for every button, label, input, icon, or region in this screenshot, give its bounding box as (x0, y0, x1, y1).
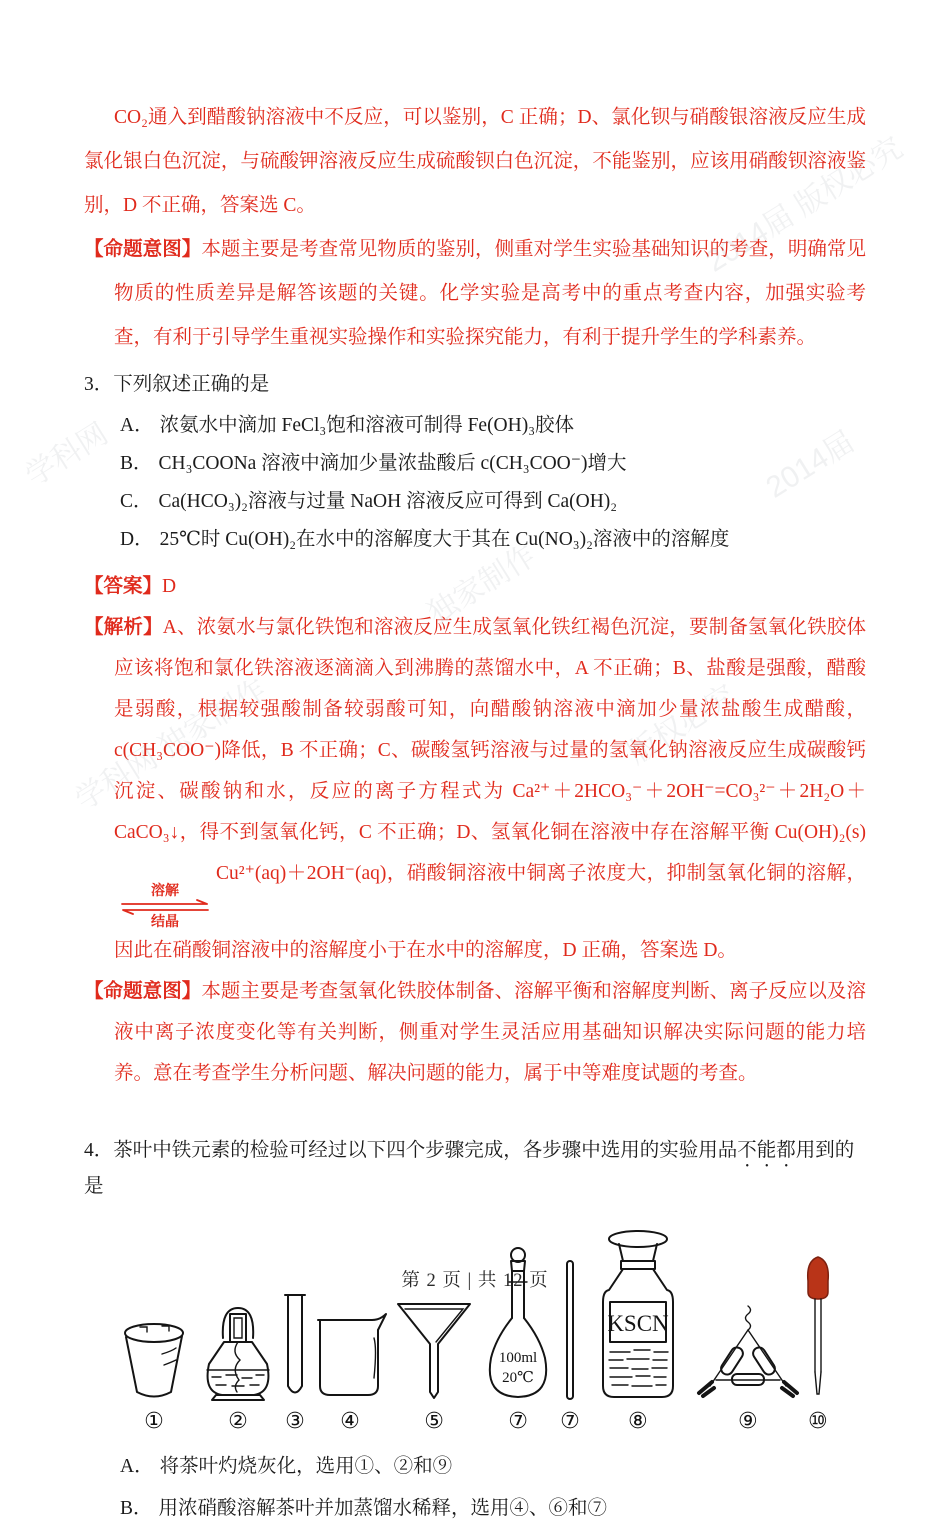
equip-number: ⑩ (808, 1409, 828, 1434)
equip-number: ⑦ (560, 1409, 580, 1434)
option-text: 将茶叶灼烧灰化，选用①、②和⑨ (159, 1456, 453, 1477)
equip-number: ⑤ (424, 1409, 444, 1434)
answer-value: D (162, 576, 177, 597)
funnel-icon (392, 1292, 476, 1404)
crucible-icon (114, 1308, 194, 1404)
question-4-stem (84, 1136, 866, 1202)
watermark: 学科网 (19, 417, 114, 493)
equip-number: ④ (340, 1409, 360, 1434)
stem-post: 用到的是 (84, 1140, 855, 1197)
option-text: CH₃COONa 溶液中滴加少量浓盐酸后 c(CH₃COO⁻)增大 (158, 453, 627, 474)
analysis-label: 【解析】 (84, 617, 163, 638)
watermark: 学科网 独家制作 (69, 673, 273, 817)
question-3 (84, 370, 866, 552)
option-text: 浓氨水中滴加 FeCl₃饱和溶液可制得 Fe(OH)₃胶体 (159, 415, 575, 436)
option-text: 25℃时 Cu(OH)₂在水中的溶解度大于其在 Cu(NO₃)₂溶液中的溶解度 (159, 529, 730, 550)
option-text: 用浓硝酸溶解茶叶并加蒸馏水稀释，选用④、⑥和⑦ (158, 1498, 608, 1519)
lab-equipment-figure (114, 1228, 834, 1434)
q4-option-b (84, 1496, 866, 1522)
question-text: 下列叙述正确的是 (113, 374, 270, 395)
flask-temp-label: 20℃ (502, 1370, 534, 1386)
equip-reagent-bottle (582, 1228, 694, 1434)
equip-number: ⑦ (508, 1409, 528, 1434)
clay-triangle-icon (696, 1304, 800, 1404)
watermark: 版权必究 (622, 679, 742, 771)
alcohol-lamp-icon (196, 1302, 280, 1404)
page-footer: 第 2 页 | 共 12 页 (401, 1271, 549, 1291)
q3-intent (84, 971, 866, 1094)
equilibrium-top-label: 溶解 (151, 884, 179, 899)
stem-pre: 茶叶中铁元素的检验可经过以下四个步骤完成，各步骤中选用的实验用品 (113, 1140, 738, 1161)
prev-intent-paragraph (84, 228, 866, 360)
q3-answer (84, 566, 866, 607)
intent-label: 【命题意图】 (84, 239, 202, 260)
flask-volume-label: 100ml (498, 1350, 538, 1366)
beaker-icon (310, 1308, 390, 1404)
analysis-text-1: A、浓氨水与氯化铁饱和溶液反应生成氢氧化铁红褐色沉淀，要制备氢氧化铁胶体应该将饱和氯化铁溶液逐滴滴入到沸腾的蒸馏水中，A 不正确；B、盐酸是强酸，醋酸是弱酸，根据较强酸制备较弱酸可知，向醋酸钠溶液中滴加少量浓盐酸生成醋酸，c(CH₃COO⁻)降低，B 不正确；C、碳酸氢钙溶液与过量的氢氧化钠溶液反应生成碳酸钙沉淀、碳酸钠和水，反应的离子方程式为 Ca²⁺＋2HCO₃⁻＋2OH⁻=CO₃²⁻＋2H₂O＋CaCO₃↓，得不到氢氧化钙，C 不正确；D、氢氧化铜在溶液中存在溶解平衡 Cu(OH)₂(s) (114, 617, 866, 843)
equip-number: ⑧ (627, 1409, 648, 1434)
reagent-bottle-icon (582, 1228, 694, 1404)
q4-option-a (84, 1454, 866, 1480)
bottle-label-kscn: KSCN (607, 1311, 669, 1336)
watermark: 独家制作 (422, 539, 542, 631)
answer-label: 【答案】 (84, 576, 163, 597)
q4-options (84, 1454, 866, 1522)
option-key: A． (120, 1456, 154, 1477)
stem-emphasized: 不能都 (737, 1140, 796, 1161)
q3-option-d (84, 527, 866, 552)
watermark: 2014届 版权必究 (700, 131, 909, 279)
equip-number: ② (228, 1409, 248, 1434)
q3-option-b (84, 451, 866, 476)
intent-label: 【命题意图】 (84, 981, 202, 1002)
q3-option-c (84, 489, 866, 514)
question-number: 4． (84, 1140, 114, 1161)
prev-answer-analysis (84, 96, 866, 228)
question-4 (84, 1136, 866, 1522)
equilibrium-arrows-icon (119, 899, 211, 915)
equip-alcohol-lamp (196, 1302, 280, 1434)
analysis-text-2: Cu²⁺(aq)＋2OH⁻(aq)，硝酸铜溶液中铜离子浓度大，抑制氢氧化铜的溶解，因此在硝酸铜溶液中的溶解度小于在水中的溶解度，D 正确，答案选 D。 (114, 863, 866, 961)
option-key: D． (120, 529, 154, 550)
equip-test-tube (282, 1290, 308, 1434)
q3-option-a (84, 413, 866, 438)
equip-clay-triangle (696, 1304, 800, 1434)
option-key: B． (120, 453, 153, 474)
equip-beaker (310, 1308, 390, 1434)
option-key: A． (120, 415, 154, 436)
option-text: Ca(HCO₃)₂溶液与过量 NaOH 溶液反应可得到 Ca(OH)₂ (158, 491, 618, 512)
equip-funnel (392, 1292, 476, 1434)
q3-analysis (84, 607, 866, 971)
equip-number: ⑨ (737, 1409, 758, 1434)
equilibrium-symbol (119, 884, 211, 930)
equip-number: ③ (285, 1409, 305, 1434)
question-number: 3． (84, 374, 114, 395)
equilibrium-bottom-label: 结晶 (151, 915, 179, 930)
test-tube-icon (282, 1290, 308, 1404)
equip-crucible (114, 1308, 194, 1434)
option-key: B． (120, 1498, 153, 1519)
q3-intent-text: 本题主要是考查氢氧化铁胶体制备、溶解平衡和溶解度判断、离子反应以及溶液中离子浓度变化等有关判断，侧重对学生灵活应用基础知识解决实际问题的能力培养。意在考查学生分析问题、解决问题的能力，属于中等难度试题的考查。 (114, 981, 866, 1084)
prev-analysis-text: CO₂通入到醋酸钠溶液中不反应，可以鉴别，C 正确；D、氯化钡与硝酸银溶液反应生成氯化银白色沉淀，与硫酸钾溶液反应生成硫酸钡白色沉淀，不能鉴别，应该用硝酸钡溶液鉴别，D 不正确，答案选 C。 (84, 107, 866, 216)
prev-intent-text: 本题主要是考查常见物质的鉴别，侧重对学生实验基础知识的考查，明确常见物质的性质差异是解答该题的关键。化学实验是高考中的重点考查内容，加强实验考查，有利于引导学生重视实验操作和实验探究能力，有利于提升学生的学科素养。 (114, 239, 866, 348)
watermark: 2014届 (760, 425, 860, 505)
equip-number: ① (144, 1409, 164, 1434)
option-key: C． (120, 491, 153, 512)
question-3-stem (84, 370, 866, 400)
